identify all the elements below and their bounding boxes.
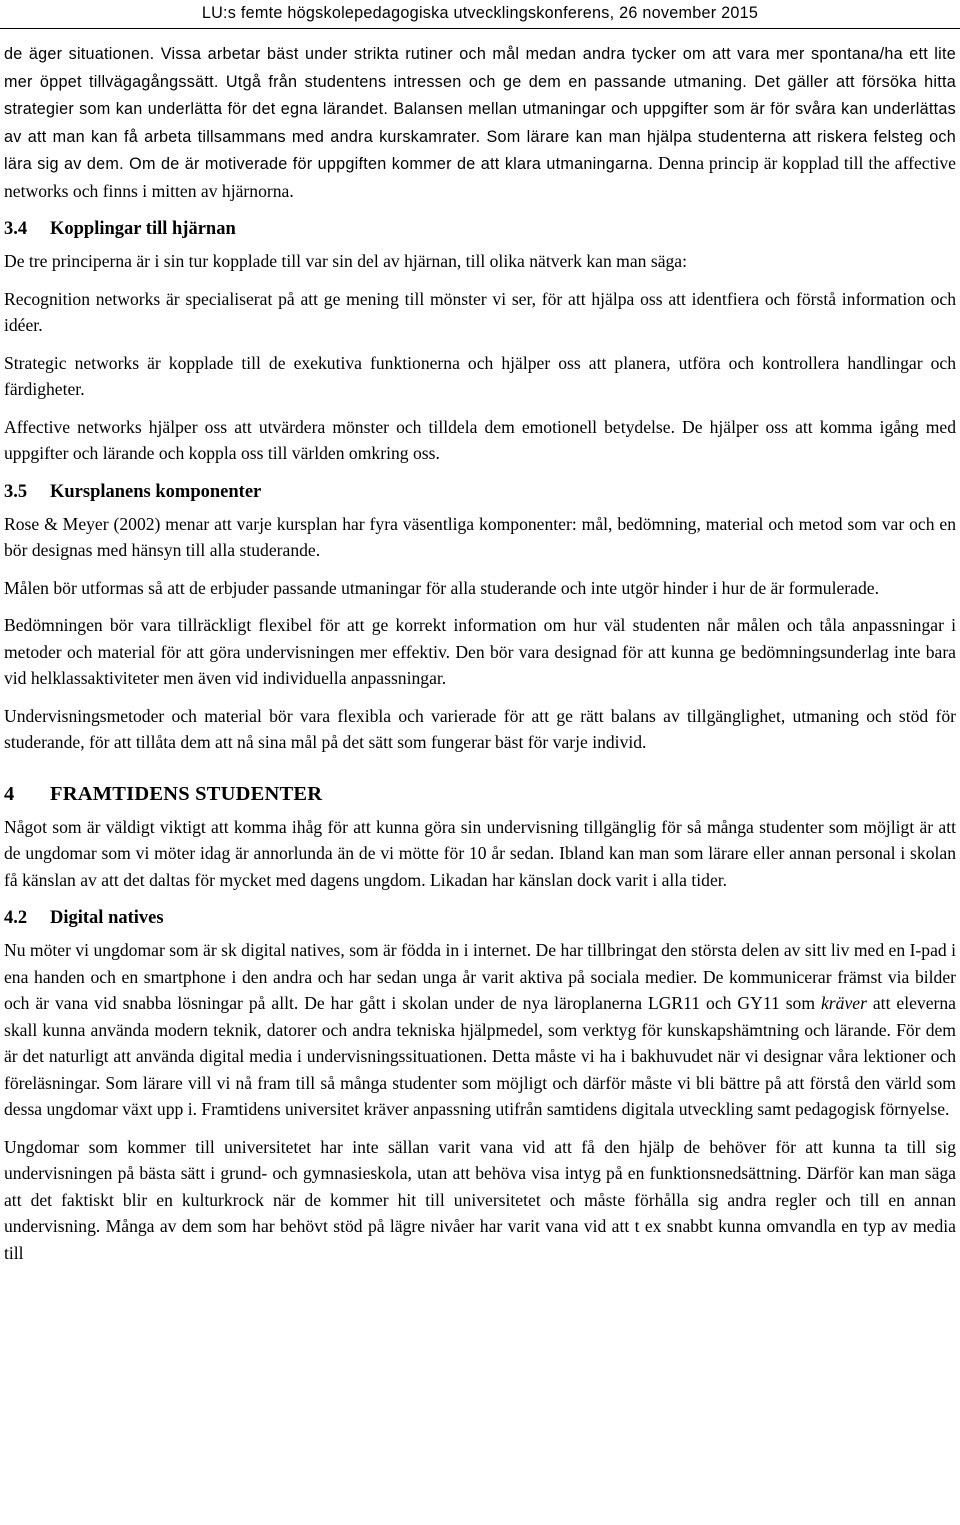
header-rule (0, 28, 960, 29)
paragraph: Rose & Meyer (2002) menar att varje kursplan har fyra väsentliga komponenter: mål, bedömning, material och metod som var och en bör designas med hänsyn till alla studerande. (4, 513, 956, 560)
paragraph: Undervisningsmetoder och material bör vara flexibla och varierade för att ge rätt balans av tillgänglighet, utmaning och stöd för studerande, för att tillåta dem att nå sina mål på det sätt som fungerar bäst för varje individ. (4, 705, 956, 752)
paragraph-intro-sans: de äger situationen. Vissa arbetar bäst under strikta rutiner och mål medan andra tycker om att vara mer spontana/ha ett lite mer öppet tillvägagångssätt. Utgå från studentens intressen och ge dem en passande utmaning. Det gäller att försöka hitta strategier som kan underlätta för det egna lärandet. Balansen mellan utmaningar och uppgifter som är för svåra kan underlättas av att man kan få arbeta tillsammans med andra kurskamrater. Som lärare kan man hjälpa studenterna att riskera felsteg och lära sig av dem. Om de är motiverade för uppgiften kommer de att klara utmaningarna. (4, 45, 956, 173)
paragraph-digital-natives (4, 937, 956, 1123)
section-heading-4-2 (4, 905, 956, 931)
text-run: Nu möter vi ungdomar som är sk digital natives, som är födda in i internet. De har tillbringat den största delen av sitt liv med en I-pad i ena handen och en smartphone i den andra och har sedan unga år varit aktiva på sociala medier. De kommunicerar främst via bilder och är vana vid snabba lösningar på allt. De har gått i skolan under de nya läroplanerna LGR11 och GY11 som (4, 940, 956, 1013)
section-heading-3-5 (4, 479, 956, 505)
paragraph: Recognition networks är specialiserat på att ge mening till mönster vi ser, för att hjälpa oss att identfiera och förstå information och idéer. (4, 288, 956, 335)
section-title: Digital natives (50, 908, 164, 928)
paragraph: Bedömningen bör vara tillräckligt flexibel för att ge korrekt information om hur väl studenten når målen och tåla anpassningar i metoder och material för att göra undervisningen mer effektiv. Den bör vara designad för att kunna ge bedömningsunderlag inte bara vid helklassaktiviteter men även vid individuella anpassningar. (4, 615, 956, 688)
document-body (4, 40, 956, 1266)
section-heading-3-4 (4, 216, 956, 242)
paragraph: Målen bör utformas så att de erbjuder passande utmaningar för alla studerande och inte utgör hinder i hur de är formulerade. (4, 577, 879, 598)
chapter-title: FRAMTIDENS STUDENTER (50, 782, 323, 805)
text-run: att eleverna skall kunna använda modern teknik, datorer och andra tekniska hjälpmedel, som verktyg för kunskapshämtning och lärande. För dem är det naturligt att använda digital media i undervisningssituationen. Detta måste vi ha i bakhuvudet när vi designar våra lektioner och föreläsningar. Som lärare vill vi nå fram till så många studenter som möjligt och därför måste vi bli bättre på att förstå den värld som dessa ungdomar växt upp i. Framtidens universitet kräver anpassning utifrån samtidens digitala utveckling samt pedagogisk förnyelse. (4, 993, 956, 1119)
paragraph: De tre principerna är i sin tur kopplade till var sin del av hjärnan, till olika nätverk kan man säga: (4, 251, 688, 271)
chapter-heading-4 (4, 780, 956, 808)
chapter-number: 4 (4, 782, 15, 805)
section-title: Kursplanens komponenter (50, 481, 262, 502)
section-number: 4.2 (4, 908, 28, 928)
running-header: LU:s femte högskolepedagogiska utvecklingskonferens, 26 november 2015 (201, 4, 759, 22)
section-number: 3.5 (4, 481, 28, 502)
paragraph: Ungdomar som kommer till universitetet har inte sällan varit vana vid att få den hjälp de behöver för att kunna ta till sig undervisningen på bästa sätt i grund- och gymnasieskola, utan att behöva visa intyg på en funktionsnedsättning. Därför kan man säga att det faktiskt blir en kulturkrock när de kommer hit till universitetet och måste förhålla sig andra regler och till en annan undervisning. Många av dem som har behövt stöd på lägre nivåer har varit vana vid att t ex snabbt kunna omvandla en typ av media till (4, 1136, 956, 1263)
paragraph-intro-serif: Denna princip är kopplad till the affective networks och finns i mitten av hjärnorna. (4, 153, 956, 201)
emphasis: kräver (821, 993, 867, 1013)
paragraph: Affective networks hjälper oss att utvärdera mönster och tilldela dem emotionell betydelse. De hjälper oss att komma igång med uppgifter och lärande och koppla oss till världen omkring oss. (4, 416, 956, 463)
paragraph: Något som är väldigt viktigt att komma ihåg för att kunna göra sin undervisning tillgänglig för så många studenter som möjligt är att de ungdomar som vi möter idag är annorlunda än de vi mötte för 10 år sedan. Ibland kan man som lärare eller annan personal i skolan få känslan av att det daltas för mycket med dagens ungdom. Likadan har känslan dock varit i alla tider. (4, 816, 956, 890)
section-title: Kopplingar till hjärnan (50, 219, 236, 239)
paragraph: Strategic networks är kopplade till de exekutiva funktionerna och hjälper oss att planera, utföra och kontrollera handlingar och färdigheter. (4, 352, 956, 399)
section-number: 3.4 (4, 219, 28, 239)
paragraph-intro (4, 40, 956, 204)
